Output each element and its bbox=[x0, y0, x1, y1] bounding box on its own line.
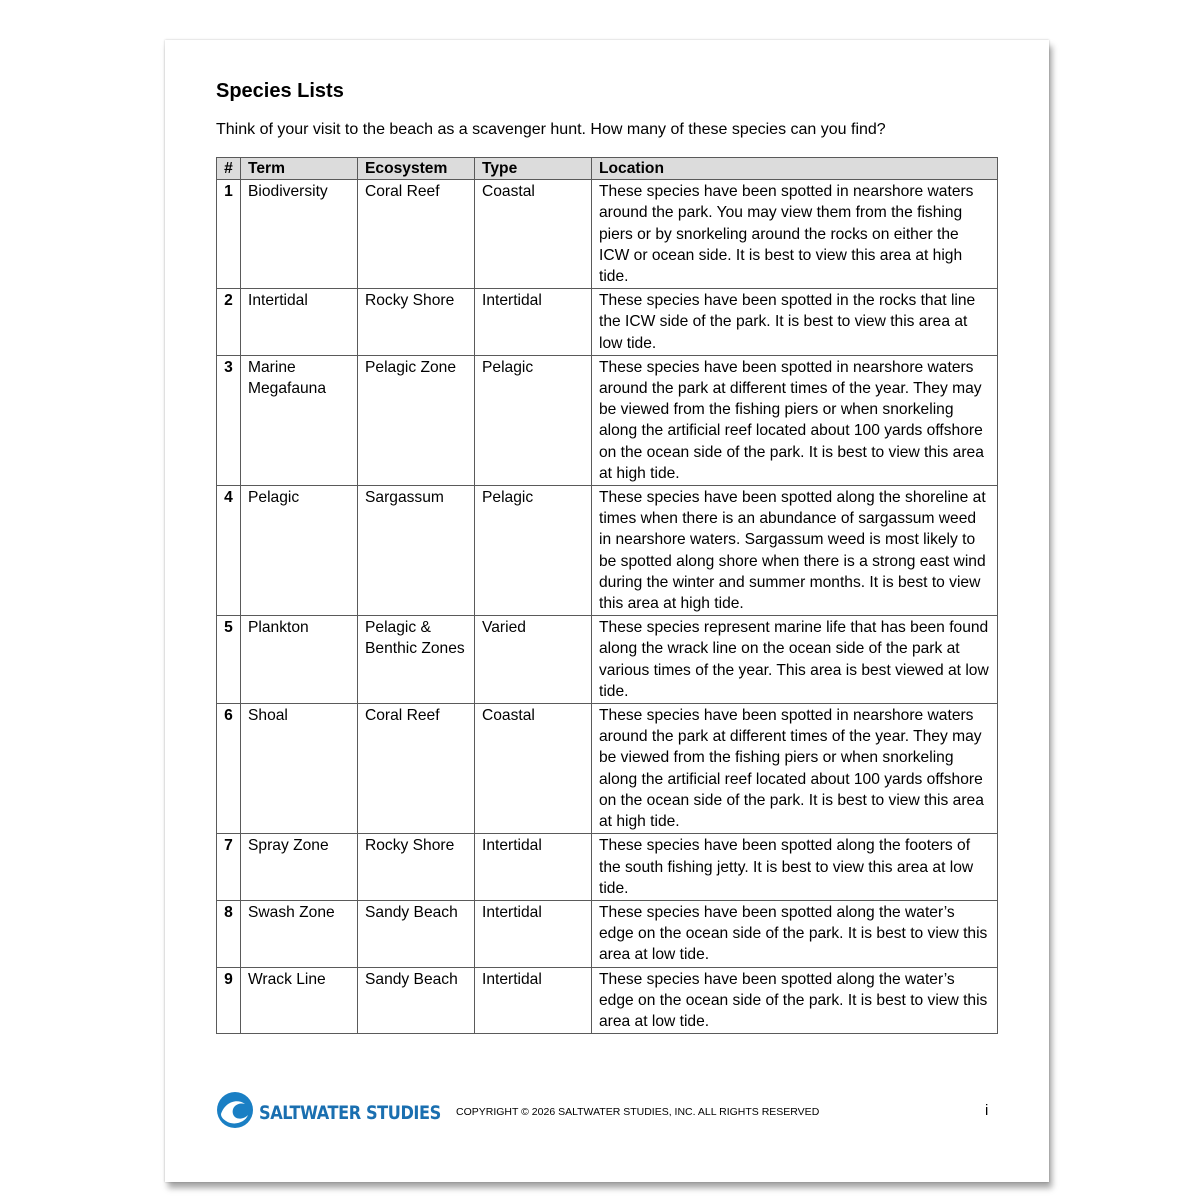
table-row bbox=[217, 834, 998, 901]
ecosystem-cell: Rocky Shore bbox=[358, 289, 475, 356]
document-page bbox=[165, 40, 1049, 1182]
table-row bbox=[217, 704, 998, 834]
term-cell: Spray Zone bbox=[241, 834, 358, 901]
term-cell: Swash Zone bbox=[241, 900, 358, 967]
row-number: 3 bbox=[217, 355, 241, 485]
table-row bbox=[217, 355, 998, 485]
ecosystem-cell: Sandy Beach bbox=[358, 967, 475, 1034]
location-cell: These species have been spotted in the rocks that line the ICW side of the park. It is best to view this area at low tide. bbox=[592, 289, 998, 356]
brand-name: SALTWATER STUDIES bbox=[259, 1101, 441, 1124]
term-cell: Marine Megafauna bbox=[241, 355, 358, 485]
copyright-text: COPYRIGHT © 2026 SALTWATER STUDIES, INC. ALL RIGHTS RESERVED bbox=[456, 1106, 820, 1118]
term-cell: Shoal bbox=[241, 704, 358, 834]
intro-text: Think of your visit to the beach as a scavenger hunt. How many of these species can you find? bbox=[216, 121, 886, 138]
location-cell: These species have been spotted along the water’s edge on the ocean side of the park. It is best to view this area at low tide. bbox=[592, 900, 998, 967]
ecosystem-cell: Rocky Shore bbox=[358, 834, 475, 901]
row-number: 2 bbox=[217, 289, 241, 356]
type-cell: Pelagic bbox=[475, 355, 592, 485]
brand-logo bbox=[215, 1090, 473, 1135]
table-header-row bbox=[217, 158, 998, 180]
term-cell: Intertidal bbox=[241, 289, 358, 356]
location-cell: These species have been spotted along the water’s edge on the ocean side of the park. It is best to view this area at low tide. bbox=[592, 967, 998, 1034]
row-number: 8 bbox=[217, 900, 241, 967]
location-cell: These species have been spotted along the shoreline at times when there is an abundance of sargassum weed in nearshore waters. Sargassum weed is most likely to be spotted along shore when there is a strong east wind during the winter and summer months. It is best to view this area at high tide. bbox=[592, 486, 998, 616]
row-number: 4 bbox=[217, 486, 241, 616]
ecosystem-cell: Coral Reef bbox=[358, 180, 475, 289]
location-cell: These species have been spotted in nearshore waters around the park at different times of the year. They may be viewed from the fishing piers or when snorkeling along the artificial reef located about 100 yards offshore on the ocean side of the park. It is best to view this area at high tide. bbox=[592, 704, 998, 834]
header-term: Term bbox=[241, 158, 358, 180]
ecosystem-cell: Coral Reef bbox=[358, 704, 475, 834]
location-cell: These species have been spotted in nearshore waters around the park at different times of the year. They may be viewed from the fishing piers or when snorkeling along the artificial reef located about 100 yards offshore on the ocean side of the park. It is best to view this area at high tide. bbox=[592, 355, 998, 485]
location-cell: These species have been spotted in nearshore waters around the park. You may view them from the fishing piers or by snorkeling around the rocks on either the ICW or ocean side. It is best to view this area at high tide. bbox=[592, 180, 998, 289]
type-cell: Intertidal bbox=[475, 289, 592, 356]
ecosystem-cell: Pelagic & Benthic Zones bbox=[358, 616, 475, 704]
type-cell: Pelagic bbox=[475, 486, 592, 616]
ecosystem-cell: Pelagic Zone bbox=[358, 355, 475, 485]
type-cell: Intertidal bbox=[475, 900, 592, 967]
term-cell: Plankton bbox=[241, 616, 358, 704]
table-row bbox=[217, 289, 998, 356]
page-number: i bbox=[985, 1102, 989, 1119]
header-location: Location bbox=[592, 158, 998, 180]
table-row bbox=[217, 486, 998, 616]
row-number: 7 bbox=[217, 834, 241, 901]
type-cell: Coastal bbox=[475, 704, 592, 834]
table-row bbox=[217, 967, 998, 1034]
header-number: # bbox=[217, 158, 241, 180]
row-number: 5 bbox=[217, 616, 241, 704]
header-type: Type bbox=[475, 158, 592, 180]
wave-icon bbox=[215, 1090, 255, 1135]
table-row bbox=[217, 616, 998, 704]
type-cell: Intertidal bbox=[475, 834, 592, 901]
page-title: Species Lists bbox=[216, 80, 344, 102]
ecosystem-cell: Sandy Beach bbox=[358, 900, 475, 967]
table-row bbox=[217, 180, 998, 289]
row-number: 6 bbox=[217, 704, 241, 834]
type-cell: Intertidal bbox=[475, 967, 592, 1034]
row-number: 9 bbox=[217, 967, 241, 1034]
type-cell: Coastal bbox=[475, 180, 592, 289]
row-number: 1 bbox=[217, 180, 241, 289]
term-cell: Wrack Line bbox=[241, 967, 358, 1034]
ecosystem-cell: Sargassum bbox=[358, 486, 475, 616]
term-cell: Biodiversity bbox=[241, 180, 358, 289]
location-cell: These species represent marine life that has been found along the wrack line on the ocean side of the park at various times of the year. This area is best viewed at low tide. bbox=[592, 616, 998, 704]
term-cell: Pelagic bbox=[241, 486, 358, 616]
location-cell: These species have been spotted along the footers of the south fishing jetty. It is best to view this area at low tide. bbox=[592, 834, 998, 901]
species-table bbox=[216, 157, 998, 1034]
type-cell: Varied bbox=[475, 616, 592, 704]
table-row bbox=[217, 900, 998, 967]
header-ecosystem: Ecosystem bbox=[358, 158, 475, 180]
